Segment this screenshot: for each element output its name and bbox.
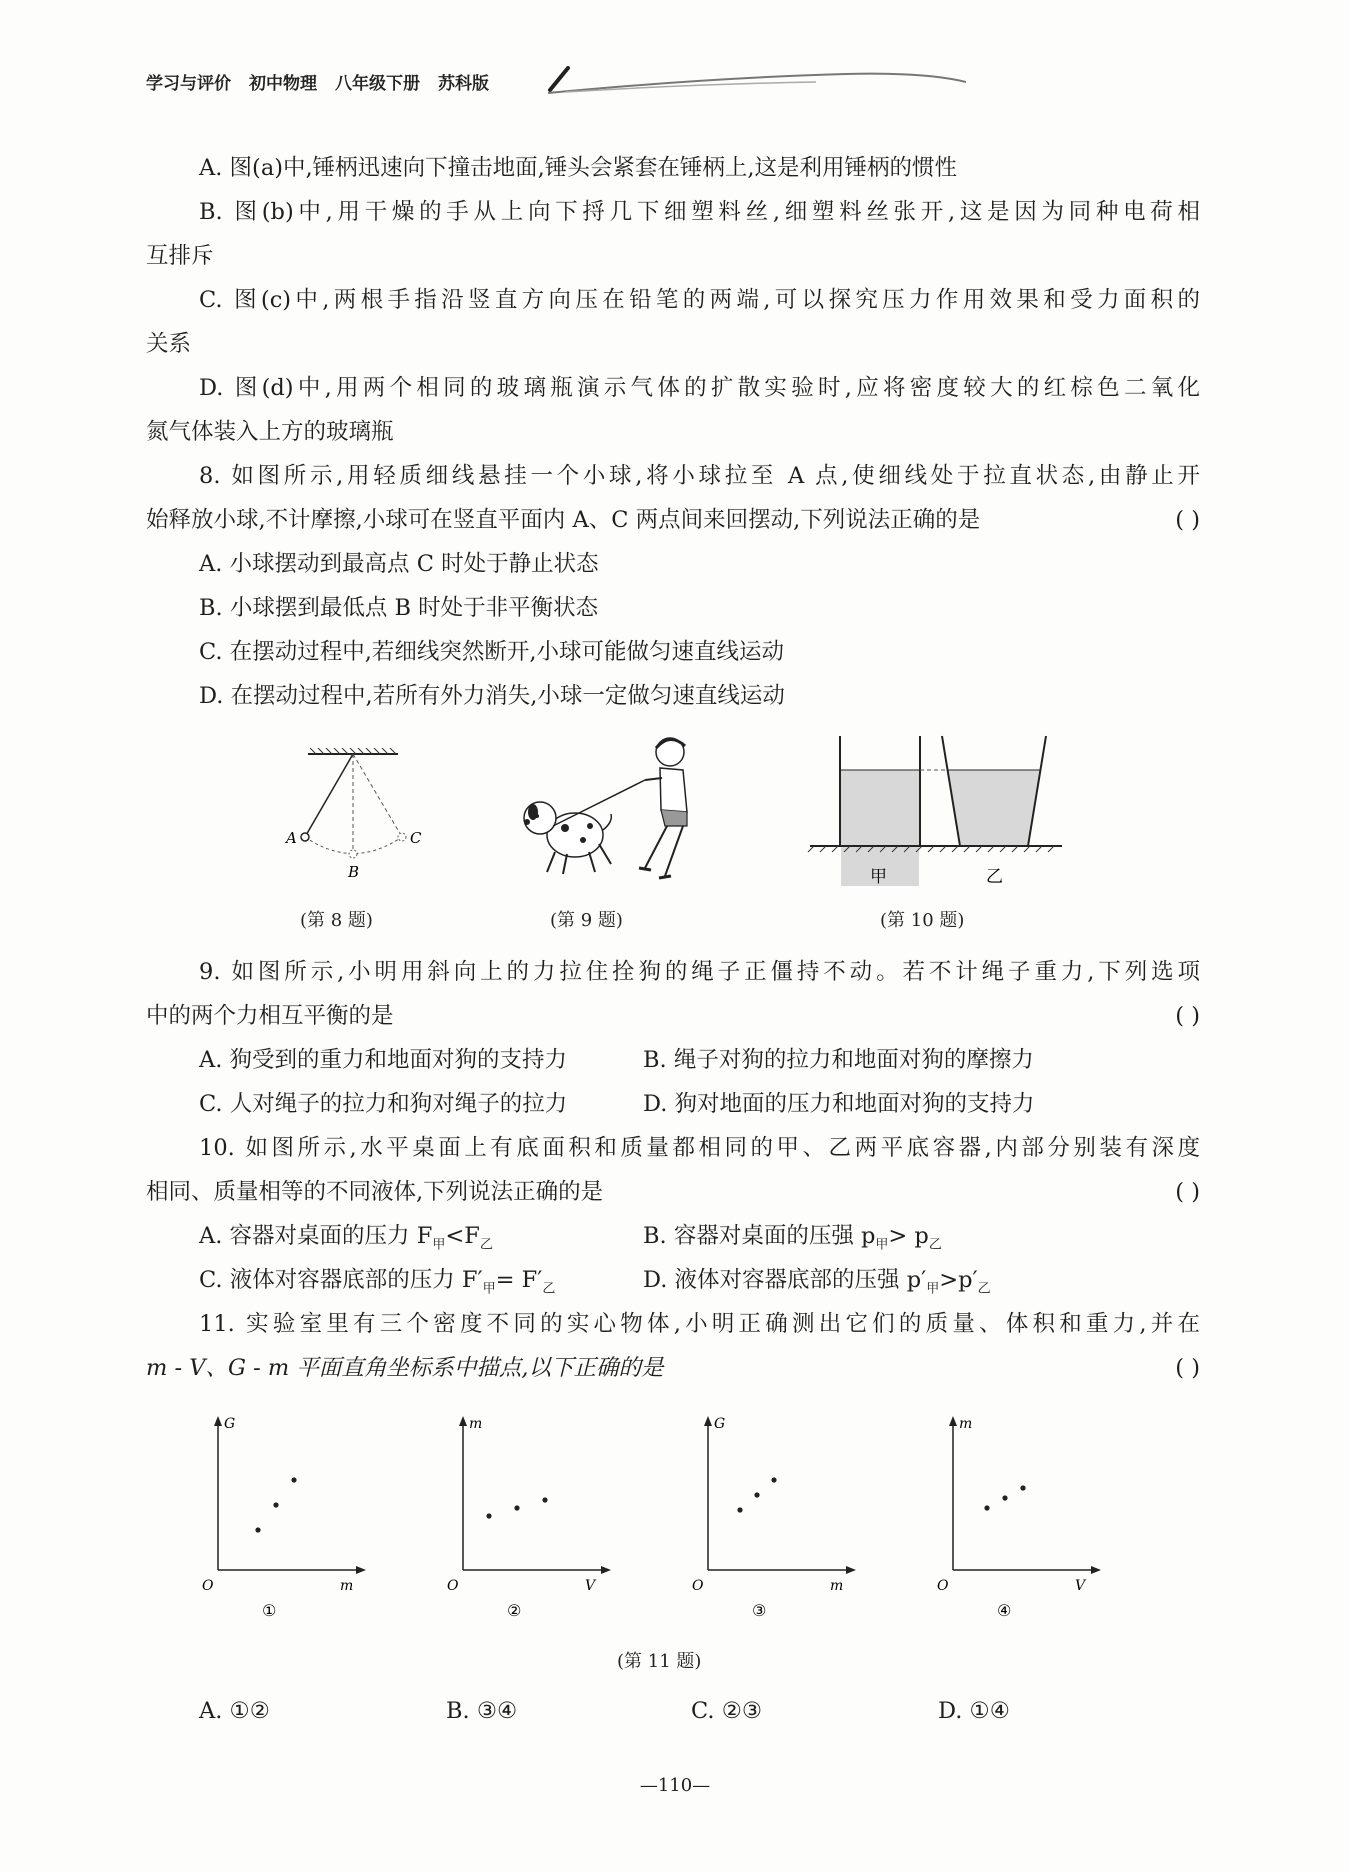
data-point-3 xyxy=(1020,1485,1025,1490)
graph-4 xyxy=(935,1410,1115,1620)
q11-stem-line1: 11. 实验室里有三个密度不同的实心物体,小明正确测出它们的质量、体积和重力,并在 xyxy=(199,1311,1200,1337)
pen-swoosh-icon xyxy=(546,60,966,96)
q10-option-b: B. 容器对桌面的压强 $p_甲> p_乙$ xyxy=(643,1223,942,1253)
origin-label: O xyxy=(937,1578,949,1594)
data-point-2 xyxy=(514,1505,519,1510)
question-9 xyxy=(146,950,1200,1126)
q10-option-c: C. 液体对容器底部的压力 $F'_甲= F'_乙$ xyxy=(199,1267,556,1297)
q7-option-d-line2: 氮气体装入上方的玻璃瓶 xyxy=(146,419,394,445)
q7-option-b-line1: B. 图(b)中,用干燥的手从上向下捋几下细塑料丝,细塑料丝张开,这是因为同种电荷相 xyxy=(199,199,1200,225)
q9-option-a: A. 狗受到的重力和地面对狗的支持力 xyxy=(199,1047,568,1073)
x-arrow xyxy=(356,1566,366,1574)
y-arrow xyxy=(704,1416,712,1426)
boy-dog-figure xyxy=(515,730,715,890)
q7-option-a: A. 图(a)中,锤柄迅速向下撞击地面,锤头会紧套在锤柄上,这是利用锤柄的惯性 xyxy=(199,155,957,181)
question-11 xyxy=(146,1302,1200,1390)
x-axis-label: m xyxy=(340,1578,354,1594)
point-a-label: A xyxy=(286,829,297,847)
graph-3 xyxy=(690,1410,870,1620)
data-point-1 xyxy=(255,1527,260,1532)
fig10-caption: (第 10 题) xyxy=(880,910,965,931)
header-edition: 苏科版 xyxy=(438,73,489,94)
point-c-label: C xyxy=(410,829,422,847)
q9-option-b: B. 绳子对狗的拉力和地面对狗的摩擦力 xyxy=(643,1047,1034,1073)
data-point-1 xyxy=(737,1507,742,1512)
data-point-2 xyxy=(1002,1495,1007,1500)
q9-options-row1 xyxy=(146,1038,1200,1082)
q10-stem-line2: 相同、质量相等的不同液体,下列说法正确的是 ( ) xyxy=(146,1170,1200,1214)
q11-choice-d: D. ①④ xyxy=(938,1698,1010,1724)
y-axis-label: m xyxy=(959,1416,973,1432)
q11-stem-line2: m - V、G - m 平面直角坐标系中描点,以下正确的是 ( ) xyxy=(146,1346,1200,1390)
data-point-3 xyxy=(771,1477,776,1482)
q10-options-row1 xyxy=(146,1214,1200,1258)
container-yi-label: 乙 xyxy=(986,867,1003,887)
q10-options-row2 xyxy=(146,1258,1200,1302)
q8-option-b: B. 小球摆到最低点 B 时处于非平衡状态 xyxy=(199,595,599,621)
q9-option-d: D. 狗对地面的压力和地面对狗的支持力 xyxy=(643,1091,1035,1117)
containers-figure xyxy=(800,730,1070,890)
question-10 xyxy=(146,1126,1200,1302)
q8-stem-line1: 8. 如图所示,用轻质细线悬挂一个小球,将小球拉至 A 点,使细线处于拉直状态,由静止开 xyxy=(199,463,1200,489)
q8-option-a: A. 小球摆动到最高点 C 时处于静止状态 xyxy=(199,551,599,577)
graph-2 xyxy=(445,1410,625,1620)
fig9-caption: (第 9 题) xyxy=(550,910,623,931)
x-arrow xyxy=(601,1566,611,1574)
graph-number-label: ③ xyxy=(752,1601,767,1620)
x-arrow xyxy=(846,1566,856,1574)
data-point-2 xyxy=(273,1502,278,1507)
header-grade: 八年级下册 xyxy=(335,73,420,94)
graph-number-label: ④ xyxy=(997,1601,1012,1620)
y-axis-label: G xyxy=(714,1416,726,1432)
origin-label: O xyxy=(202,1578,214,1594)
x-axis-label: V xyxy=(585,1578,596,1594)
q9-stem-line2: 中的两个力相互平衡的是 ( ) xyxy=(146,994,1200,1038)
container-jia-label: 甲 xyxy=(870,867,887,887)
question-8 xyxy=(146,454,1200,718)
graph-1 xyxy=(200,1410,380,1620)
q9-option-c: C. 人对绳子的拉力和狗对绳子的拉力 xyxy=(199,1091,568,1117)
origin-label: O xyxy=(447,1578,459,1594)
q8-option-d: D. 在摆动过程中,若所有外力消失,小球一定做匀速直线运动 xyxy=(199,683,785,709)
y-axis-label: G xyxy=(224,1416,236,1432)
q7-option-b-line2: 互排斥 xyxy=(146,243,214,269)
answer-paren: ( ) xyxy=(1175,1179,1200,1205)
answer-paren: ( ) xyxy=(1175,507,1200,533)
q7-option-c-line1: C. 图(c)中,两根手指沿竖直方向压在铅笔的两端,可以探究压力作用效果和受力面积的 xyxy=(199,287,1200,313)
x-axis-label: m xyxy=(830,1578,844,1594)
data-point-1 xyxy=(486,1513,491,1518)
answer-paren: ( ) xyxy=(1175,1003,1200,1029)
running-header xyxy=(146,66,507,96)
y-arrow xyxy=(214,1416,222,1426)
q10-option-d: D. 液体对容器底部的压强 $p'_甲>p'_乙$ xyxy=(643,1267,991,1297)
answer-paren: ( ) xyxy=(1175,1355,1200,1381)
q7-options xyxy=(146,146,1200,454)
graph-number-label: ① xyxy=(262,1601,277,1620)
origin-label: O xyxy=(692,1578,704,1594)
q8-option-c: C. 在摆动过程中,若细线突然断开,小球可能做匀速直线运动 xyxy=(199,639,785,665)
q10-stem-line1: 10. 如图所示,水平桌面上有底面积和质量都相同的甲、乙两平底容器,内部分别装有深度 xyxy=(199,1135,1200,1161)
fig8-caption: (第 8 题) xyxy=(300,910,373,931)
q11-choice-a: A. ①② xyxy=(199,1698,270,1724)
data-point-3 xyxy=(291,1477,296,1482)
pendulum-figure xyxy=(280,742,440,882)
header-book: 学习与评价 xyxy=(146,73,231,94)
y-arrow xyxy=(459,1416,467,1426)
q10-option-a: A. 容器对桌面的压力 $F_甲<F_乙$ xyxy=(199,1223,493,1253)
header-subject: 初中物理 xyxy=(249,73,317,94)
data-point-2 xyxy=(754,1492,759,1497)
data-point-3 xyxy=(542,1497,547,1502)
q9-options-row2 xyxy=(146,1082,1200,1126)
x-arrow xyxy=(1091,1566,1101,1574)
q7-option-d-line1: D. 图(d)中,用两个相同的玻璃瓶演示气体的扩散实验时,应将密度较大的红棕色二氧化 xyxy=(199,375,1200,401)
fig11-caption: (第 11 题) xyxy=(617,1651,702,1672)
page-number: —110— xyxy=(639,1775,711,1796)
y-axis-label: m xyxy=(469,1416,483,1432)
y-arrow xyxy=(949,1416,957,1426)
data-point-1 xyxy=(984,1505,989,1510)
graph-number-label: ② xyxy=(507,1601,522,1620)
x-axis-label: V xyxy=(1075,1578,1086,1594)
q9-stem-line1: 9. 如图所示,小明用斜向上的力拉住拴狗的绳子正僵持不动。若不计绳子重力,下列选项 xyxy=(199,959,1200,985)
q11-choice-c: C. ②③ xyxy=(691,1698,763,1724)
point-b-label: B xyxy=(348,863,360,881)
q8-stem-line2: 始释放小球,不计摩擦,小球可在竖直平面内 A、C 两点间来回摆动,下列说法正确的是 ( ) xyxy=(146,498,1200,542)
q11-choice-b: B. ③④ xyxy=(446,1698,518,1724)
q7-option-c-line2: 关系 xyxy=(146,331,192,357)
